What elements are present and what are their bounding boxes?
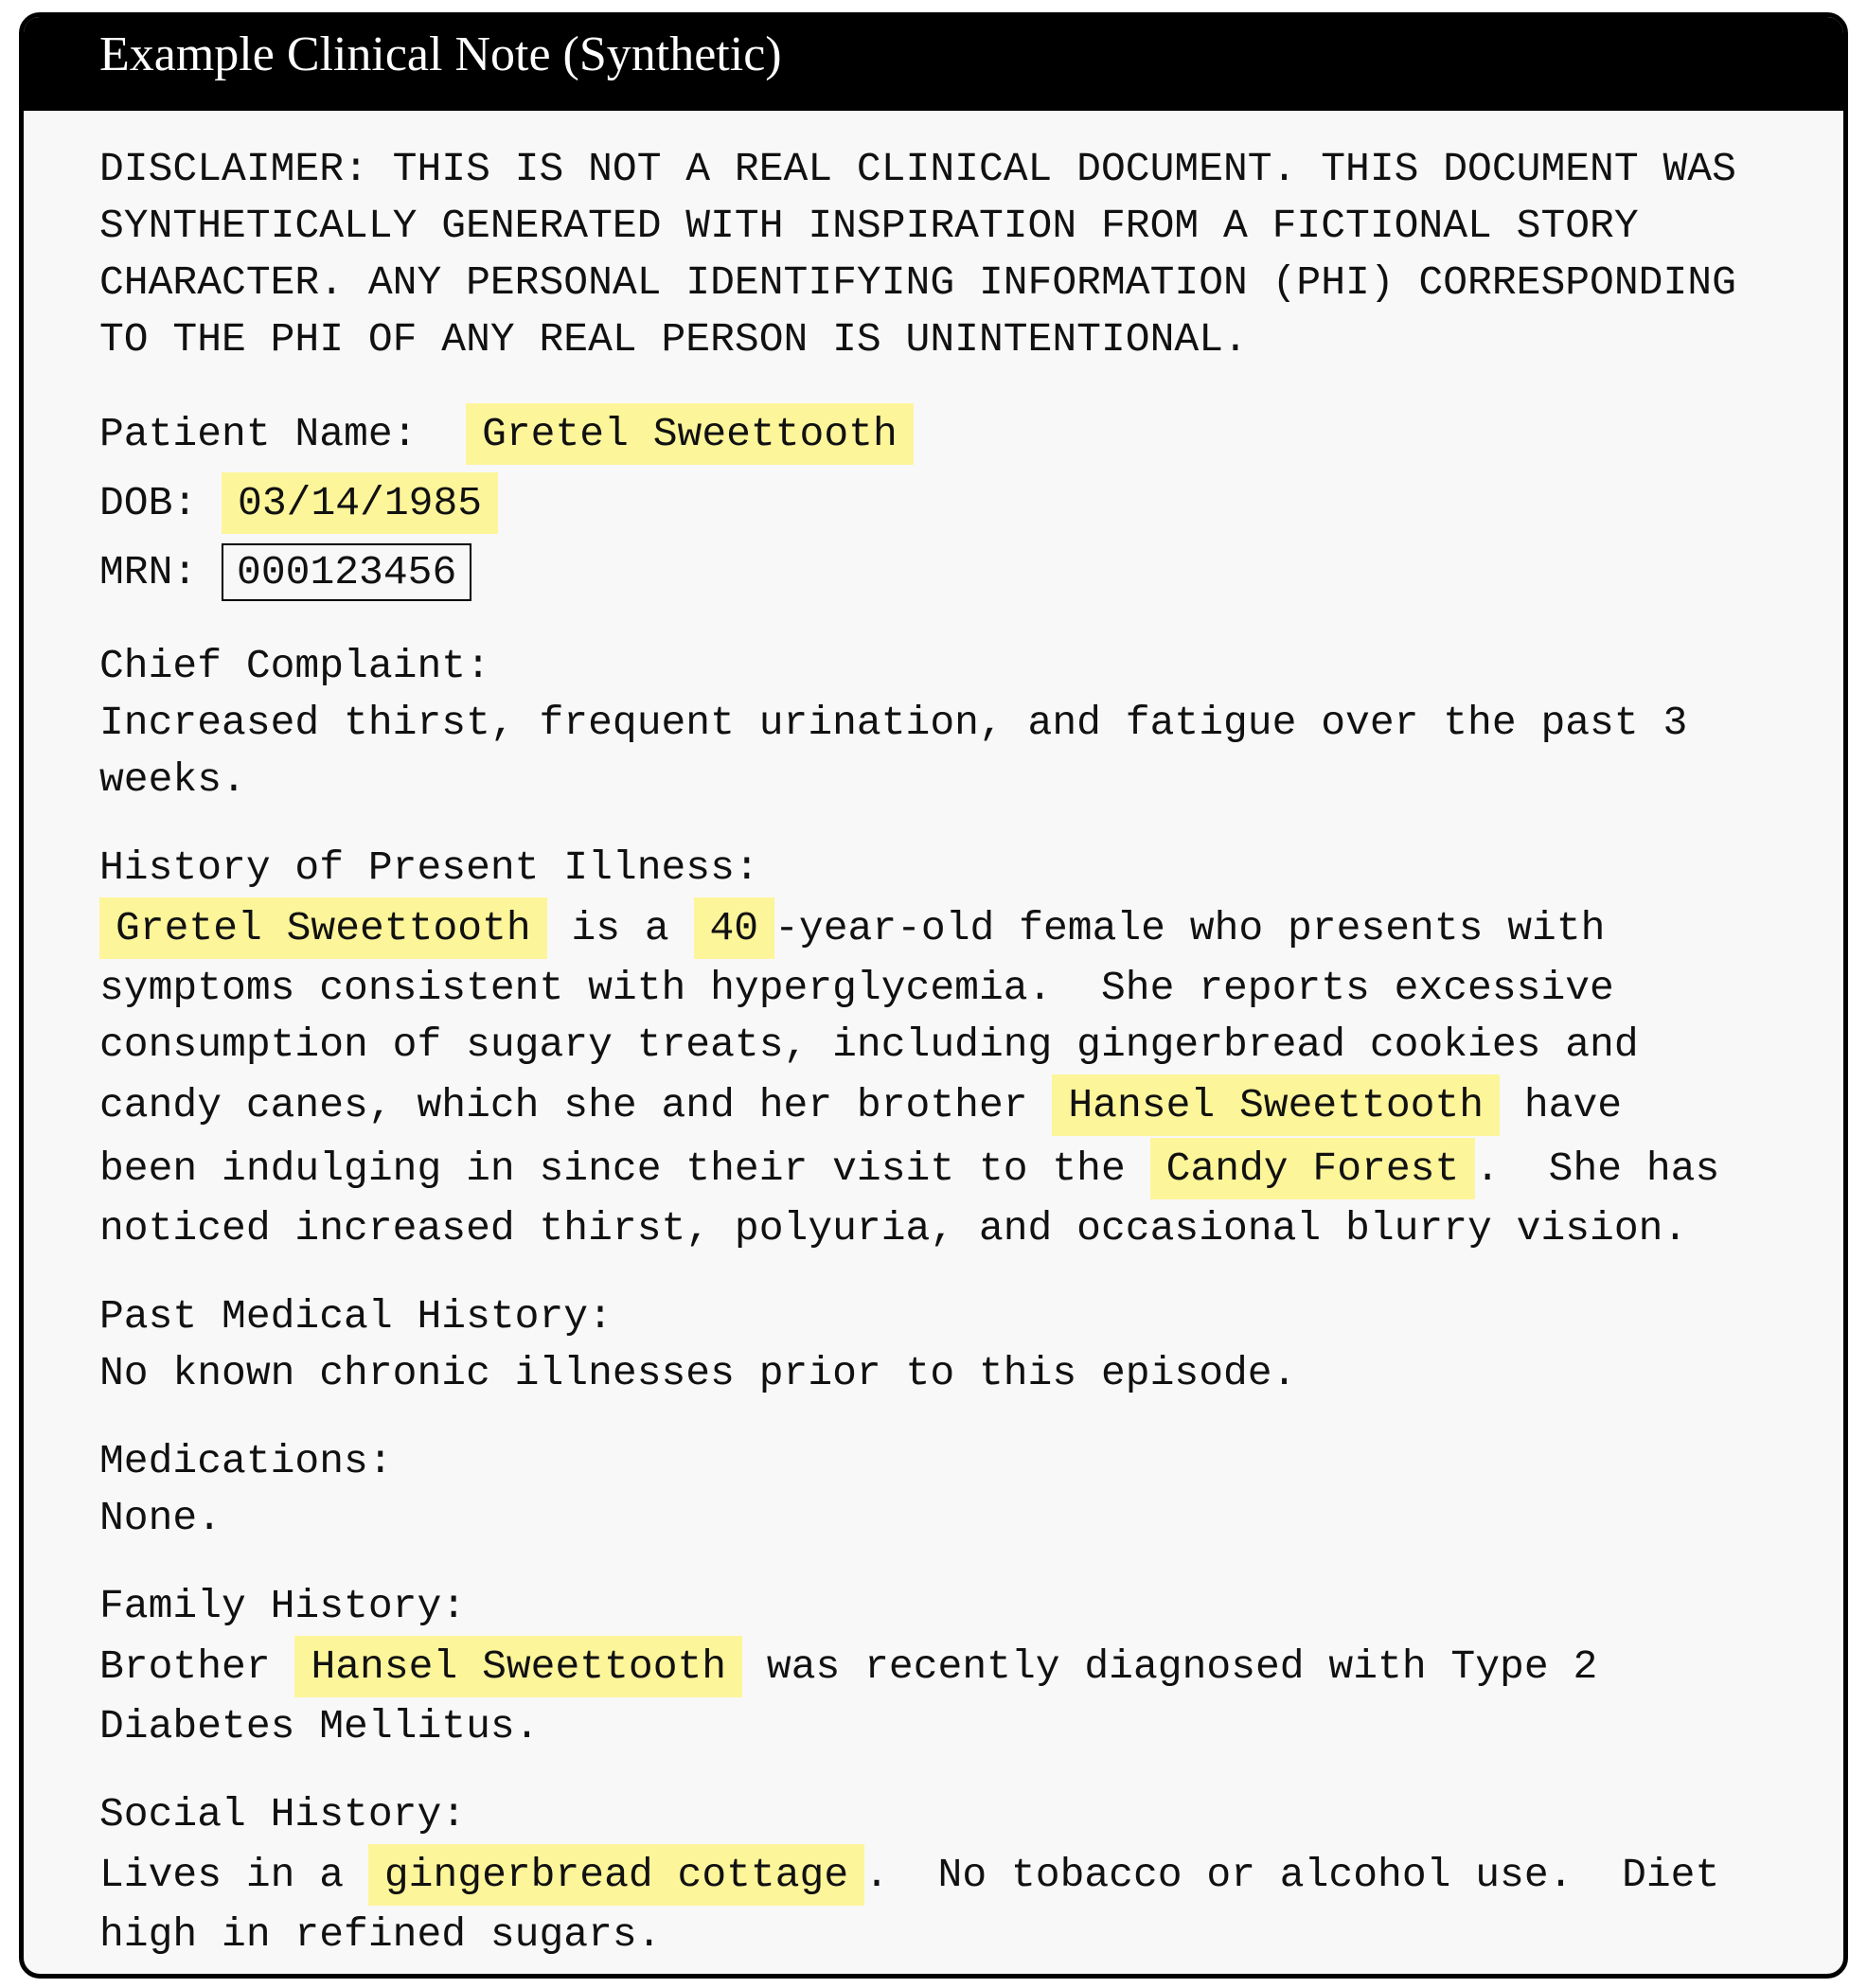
text-segment: was recently diagnosed with Type 2 <box>742 1643 1598 1690</box>
section-line <box>99 752 1843 808</box>
section-line <box>99 1698 1843 1755</box>
field-value: 000123456 <box>222 543 471 601</box>
highlighted-phi: Hansel Sweettooth <box>1052 1074 1500 1136</box>
highlighted-phi: gingerbread cottage <box>368 1844 864 1906</box>
text-segment: -year-old female who presents with <box>774 905 1606 951</box>
section-line <box>99 1137 1843 1200</box>
section-line <box>99 1200 1843 1257</box>
patient-field <box>99 538 1843 607</box>
field-label: Patient Name: <box>99 411 467 457</box>
note-section <box>99 638 1843 808</box>
text-segment: symptoms consistent with hyperglycemia. She reports excessive <box>99 965 1614 1011</box>
section-line <box>99 1635 1843 1698</box>
note-section <box>99 1786 1843 1963</box>
text-segment: have <box>1500 1082 1623 1128</box>
disclaimer <box>99 141 1843 368</box>
section-line <box>99 1017 1843 1074</box>
highlighted-phi: Hansel Sweettooth <box>294 1636 742 1697</box>
patient-field <box>99 399 1843 469</box>
field-value: Gretel Sweettooth <box>466 403 914 465</box>
clinical-note-card <box>19 12 1848 1979</box>
section-line <box>99 1345 1843 1402</box>
text-segment: Diabetes Mellitus. <box>99 1703 540 1749</box>
section-heading: Past Medical History: <box>99 1293 613 1340</box>
text-segment: weeks. <box>99 756 246 803</box>
highlighted-phi: Gretel Sweettooth <box>99 897 547 959</box>
note-section <box>99 1433 1843 1547</box>
text-segment: high in refined sugars. <box>99 1911 662 1958</box>
note-sections <box>99 638 1843 1963</box>
highlighted-phi: Candy Forest <box>1150 1138 1476 1199</box>
section-line <box>99 1074 1843 1137</box>
patient-fields <box>99 399 1843 607</box>
text-segment: . She has <box>1475 1145 1720 1192</box>
field-value: 03/14/1985 <box>222 472 498 534</box>
text-segment: is a <box>546 905 694 951</box>
section-line <box>99 896 1843 960</box>
text-segment: Lives in a <box>99 1852 368 1898</box>
text-segment: noticed increased thirst, polyuria, and occasional blurry vision. <box>99 1205 1688 1251</box>
field-label: DOB: <box>99 480 222 526</box>
field-label: MRN: <box>99 549 222 595</box>
text-segment: consumption of sugary treats, including gingerbread cookies and <box>99 1021 1639 1068</box>
note-section <box>99 1288 1843 1402</box>
note-title: Example Clinical Note (Synthetic) <box>24 17 1843 111</box>
section-heading: Chief Complaint: <box>99 643 490 689</box>
text-segment: been indulging in since their visit to the <box>99 1145 1150 1192</box>
text-segment: Brother <box>99 1643 295 1690</box>
section-line <box>99 695 1843 752</box>
text-segment: Increased thirst, frequent urination, and fatigue over the past 3 <box>99 700 1688 746</box>
disclaimer-line: CHARACTER. ANY PERSONAL IDENTIFYING INFORMATION (PHI) CORRESPONDING <box>99 259 1736 306</box>
disclaimer-line: TO THE PHI OF ANY REAL PERSON IS UNINTENTIONAL. <box>99 316 1248 363</box>
note-section <box>99 1578 1843 1755</box>
highlighted-phi: 40 <box>694 897 775 959</box>
text-segment: candy canes, which she and her brother <box>99 1082 1053 1128</box>
note-body <box>24 111 1843 1963</box>
section-heading: History of Present Illness: <box>99 844 759 891</box>
patient-field <box>99 469 1843 538</box>
text-segment: No known chronic illnesses prior to this episode. <box>99 1350 1297 1396</box>
section-line <box>99 960 1843 1017</box>
section-line <box>99 1490 1843 1547</box>
section-line <box>99 1843 1843 1907</box>
disclaimer-line: SYNTHETICALLY GENERATED WITH INSPIRATION FROM A FICTIONAL STORY <box>99 203 1639 249</box>
disclaimer-line: DISCLAIMER: THIS IS NOT A REAL CLINICAL DOCUMENT. THIS DOCUMENT WAS <box>99 146 1736 192</box>
section-heading: Medications: <box>99 1438 393 1484</box>
section-line <box>99 1907 1843 1963</box>
text-segment: None. <box>99 1495 222 1541</box>
section-heading: Family History: <box>99 1583 467 1629</box>
note-section <box>99 840 1843 1257</box>
text-segment: . No tobacco or alcohol use. Diet <box>864 1852 1720 1898</box>
section-heading: Social History: <box>99 1791 467 1837</box>
